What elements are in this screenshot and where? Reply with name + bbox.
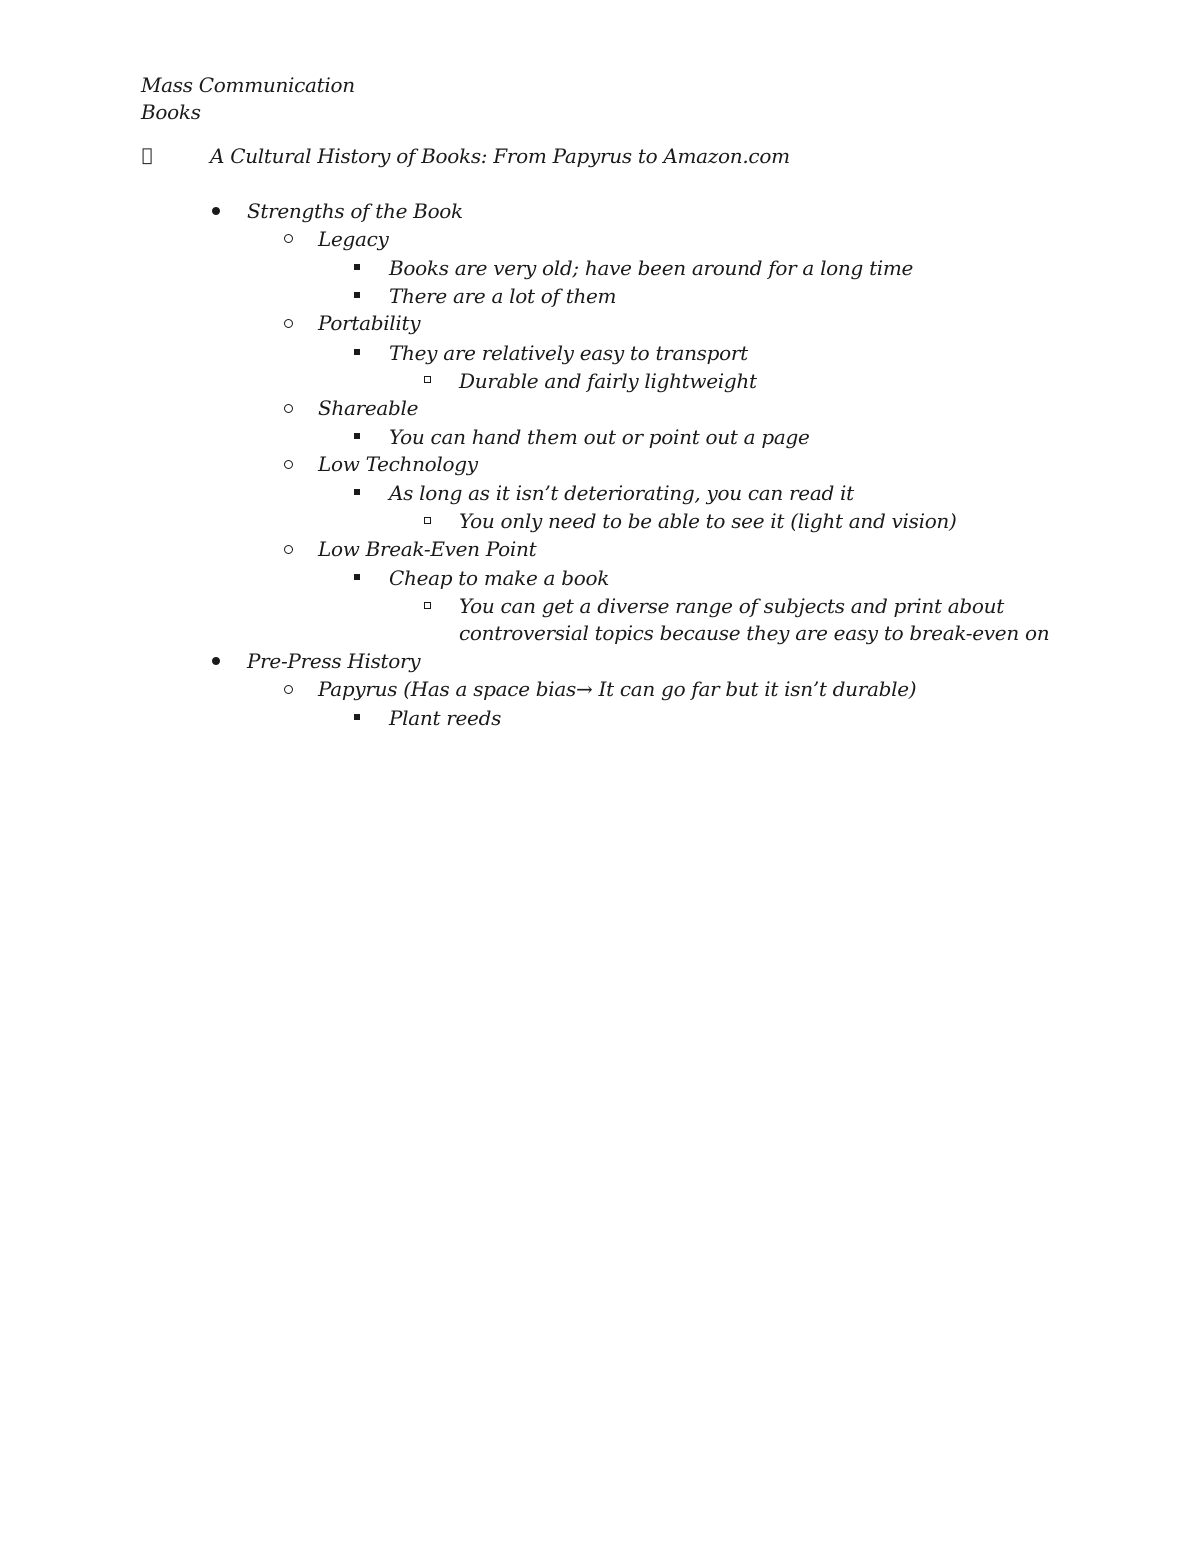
outline-item-low-technology: Low Technology (318, 452, 478, 476)
course-title: Mass Communication (141, 73, 355, 97)
outline-point: Cheap to make a book (389, 566, 610, 590)
outline-item-low-break-even: Low Break-Even Point (318, 537, 537, 561)
circle-bullet-icon (284, 319, 293, 328)
square-bullet-icon (354, 292, 360, 298)
outline-point: You can hand them out or point out a page (389, 425, 810, 449)
outline-item-legacy: Legacy (318, 227, 389, 251)
outline-item-papyrus: Papyrus (Has a space bias→ It can go far but it isn’t durable) (318, 677, 917, 701)
square-bullet-icon (354, 574, 360, 580)
circle-bullet-icon (284, 404, 293, 413)
outline-point: Books are very old; have been around for a long time (389, 256, 914, 280)
disc-bullet-icon (212, 657, 220, 665)
circle-bullet-icon (284, 685, 293, 694)
outline-subpoint: Durable and fairly lightweight (459, 369, 757, 393)
outline-point: There are a lot of them (389, 284, 617, 308)
circle-bullet-icon (284, 460, 293, 469)
outline-item-pre-press: Pre-Press History (247, 649, 421, 673)
square-bullet-icon (354, 714, 360, 720)
outline-subpoint-continuation: controversial topics because they are easy to break-even on (459, 621, 1050, 645)
topic-title: Books (141, 100, 201, 124)
missing-glyph-icon (141, 143, 153, 169)
hollow-square-bullet-icon (424, 376, 431, 383)
disc-bullet-icon (212, 207, 220, 215)
outline-subpoint: You only need to be able to see it (light and vision) (459, 509, 957, 533)
hollow-square-bullet-icon (424, 602, 431, 609)
square-bullet-icon (354, 349, 360, 355)
square-bullet-icon (354, 489, 360, 495)
section-title: A Cultural History of Books: From Papyrus to Amazon.com (210, 144, 790, 168)
outline-item-portability: Portability (318, 311, 421, 335)
outline-point: As long as it isn’t deteriorating, you can read it (389, 481, 854, 505)
outline-item-strengths: Strengths of the Book (247, 199, 463, 223)
square-bullet-icon (354, 264, 360, 270)
outline-item-shareable: Shareable (318, 396, 419, 420)
circle-bullet-icon (284, 545, 293, 554)
outline-subpoint: You can get a diverse range of subjects and print about (459, 594, 1004, 618)
circle-bullet-icon (284, 234, 293, 243)
outline-point: They are relatively easy to transport (389, 341, 748, 365)
square-bullet-icon (354, 433, 360, 439)
outline-point: Plant reeds (389, 706, 502, 730)
hollow-square-bullet-icon (424, 517, 431, 524)
